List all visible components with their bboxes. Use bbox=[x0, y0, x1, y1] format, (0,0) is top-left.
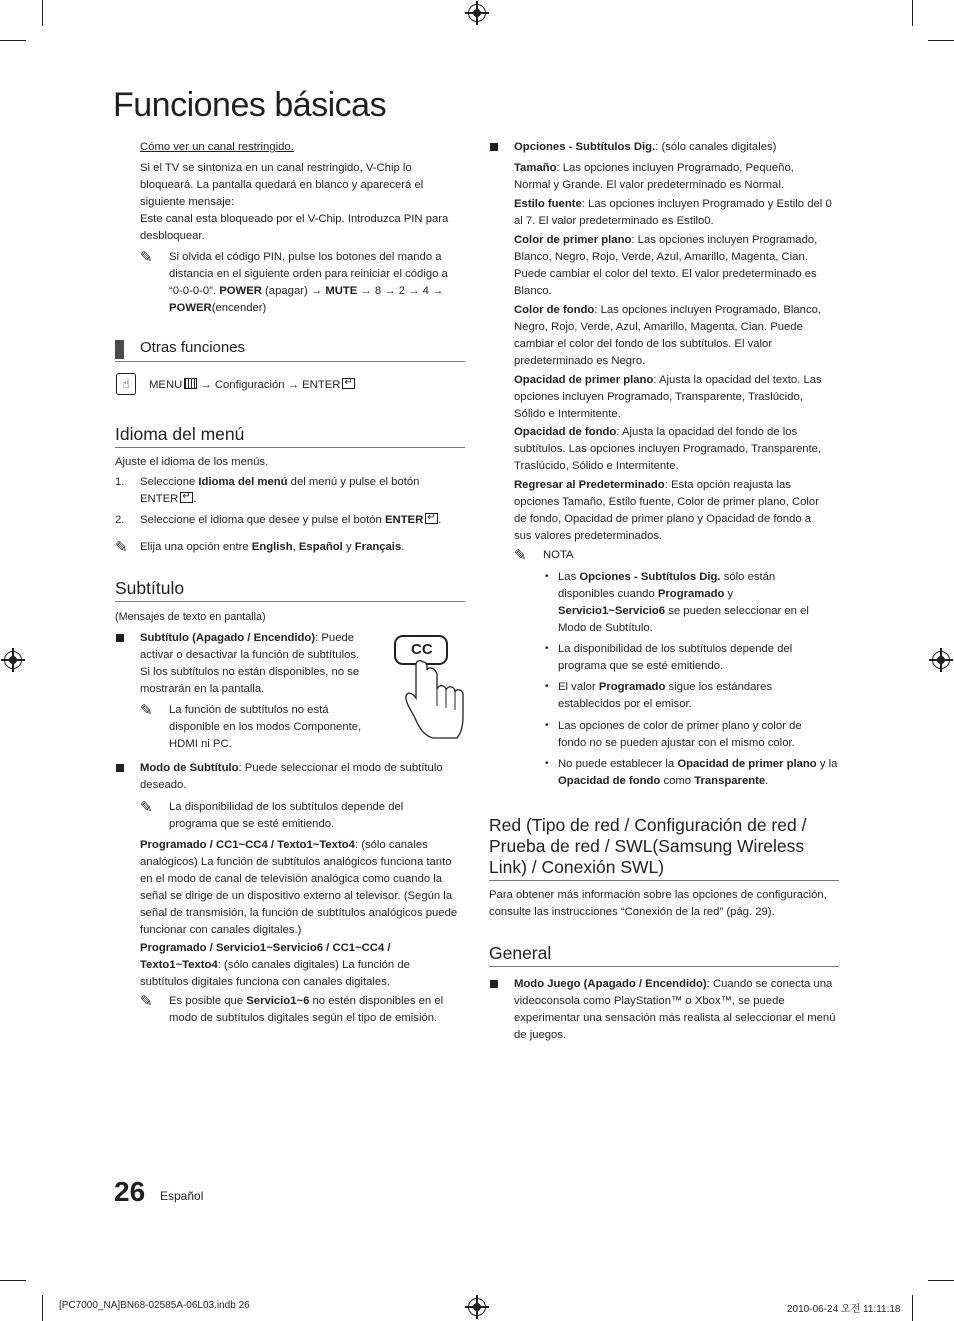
opciones-item-estilo: Estilo fuente: Las opciones incluyen Programado y Estilo del 0 al 7. El valor predeterminado es Estilo0. bbox=[514, 198, 832, 227]
hand-icon bbox=[406, 661, 463, 738]
enter-icon bbox=[425, 513, 438, 524]
bullet-dot: • bbox=[545, 571, 549, 582]
opciones-item-color-fondo: Color de fondo: Las opciones incluyen Programado, Blanco, Negro, Rojo, Verde, Azul, Amarillo, Magenta, Cian. Puede cambiar el color del fondo de los subtítulos. El valor predeterminado es Negro. bbox=[514, 304, 822, 367]
subtitulo-intro: (Mensajes de texto en pantalla) bbox=[115, 611, 266, 623]
bullet-square bbox=[116, 634, 124, 642]
bullet-square bbox=[490, 980, 498, 988]
page-language: Español bbox=[160, 1189, 204, 1203]
bullet-dot: • bbox=[545, 758, 549, 769]
restricted-text-1: Si el TV se sintoniza en un canal restringido, V-Chip lo bloqueará. La pantalla quedará en blanco y aparecerá el siguiente mensaje: bbox=[140, 162, 424, 208]
subtitulo-digital-note: Es posible que Servicio1~6 no estén disponibles en el modo de subtítulos digitales según el tipo de emisión. bbox=[169, 995, 444, 1024]
nota-label: NOTA bbox=[543, 549, 574, 561]
registration-mark-icon bbox=[932, 651, 950, 669]
footer-timestamp: 2010-06-24 오전 11:11:18 bbox=[787, 1304, 901, 1315]
restricted-heading: Cómo ver un canal restringido. bbox=[140, 141, 294, 153]
bullet-dot: • bbox=[545, 643, 549, 654]
idioma-step-2: Seleccione el idioma que desee y pulse el botón ENTER↵ . bbox=[140, 512, 465, 529]
hand-remote-icon: ☝ bbox=[116, 373, 136, 395]
nota-item: La disponibilidad de los subtítulos depende del programa que se esté emitiendo. bbox=[558, 643, 793, 672]
note-pencil-icon: ✎ bbox=[140, 993, 153, 1010]
opciones-item-opacidad-fondo: Opacidad de fondo: Ajusta la opacidad del fondo de los subtítulos. Las opciones incluyen Programado, Transparente, Traslúcido, Sólido e Intermitente. bbox=[514, 426, 822, 472]
crop-mark bbox=[912, 0, 913, 26]
crop-mark bbox=[0, 40, 26, 41]
general-modo-juego: Modo Juego (Apagado / Encendido): Cuando se conecta una videoconsola como PlayStation™ o Xbox™, se puede experimentar una sensación más realista al seleccionar el menú de juegos. bbox=[514, 978, 836, 1041]
bullet-square bbox=[116, 764, 124, 772]
registration-mark-icon bbox=[468, 1298, 486, 1316]
menu-icon bbox=[184, 378, 197, 389]
idioma-intro: Ajuste el idioma de los menús. bbox=[115, 456, 269, 468]
page-number: 26 bbox=[114, 1176, 146, 1207]
idioma-step-1: Seleccione Idioma del menú del menú y pulse el botón ENTER↵ . bbox=[140, 474, 460, 508]
crop-mark bbox=[42, 1295, 43, 1321]
restricted-text-2: Este canal esta bloqueado por el V-Chip. Introduzca PIN para desbloquear. bbox=[140, 213, 449, 242]
note-pencil-icon: ✎ bbox=[514, 547, 527, 564]
opciones-heading: Opciones - Subtítulos Dig.: (sólo canales digitales) bbox=[514, 141, 777, 153]
crop-mark bbox=[42, 0, 43, 26]
enter-icon bbox=[180, 492, 193, 503]
restricted-note: Si olvida el código PIN, pulse los botones del mando a distancia en el siguiente orden para reiniciar el código a “0-0-0-0”. POWER (apagar) → MUTE → 8 → 2 → 4 → POWER(encender) bbox=[169, 251, 448, 314]
note-pencil-icon: ✎ bbox=[140, 702, 153, 719]
bullet-square bbox=[490, 143, 498, 151]
section-divider bbox=[115, 361, 465, 362]
subtitulo-mode-note: La disponibilidad de los subtítulos depende del programa que se esté emitiendo. bbox=[169, 801, 404, 830]
footer-file-info: [PC7000_NA]BN68-02585A-06L03.indb 26 bbox=[59, 1300, 250, 1311]
nota-item: Las opciones de color de primer plano y color de fondo no se pueden ajustar con el mismo color. bbox=[558, 720, 802, 749]
subtitulo-heading: Subtítulo bbox=[115, 578, 465, 602]
enter-icon bbox=[342, 378, 355, 389]
note-pencil-icon: ✎ bbox=[115, 539, 128, 556]
red-heading: Red (Tipo de red / Configuración de red / Prueba de red / SWL(Samsung Wireless Link) / Conexión SWL) bbox=[489, 815, 839, 881]
opciones-item-opacidad-primer-plano: Opacidad de primer plano: Ajusta la opacidad del texto. Las opciones incluyen Programado, Transparente, Traslúcido, Sólido e Intermitente. bbox=[514, 374, 822, 420]
crop-mark bbox=[912, 1295, 913, 1321]
nota-item: Las Opciones - Subtítulos Dig. sólo están disponibles cuando Programado y Servicio1~Servicio6 se pueden seleccionar en el Modo de Subtítulo. bbox=[558, 571, 809, 634]
crop-mark bbox=[928, 1280, 954, 1281]
general-heading: General bbox=[489, 943, 839, 967]
subtitulo-analog-text: Programado / CC1~CC4 / Texto1~Texto4: (sólo canales analógicos) La función de subtítulos analógicos funciona tanto en el modo de canal de televisión analógica como cuando la señal se dirige de un dispositivo externo al televisor. (Según la señal de transmisión, la función de subtítulos analógicos puede funcionar con canales digitales.) bbox=[140, 839, 458, 936]
opciones-item-tamano: Tamaño: Las opciones incluyen Programado, Pequeño, Normal y Grande. El valor predeterminado es Normal. bbox=[514, 162, 794, 191]
bullet-dot: • bbox=[545, 720, 549, 731]
nota-item: El valor Programado sigue los estándares establecidos por el emisor. bbox=[558, 681, 773, 710]
note-pencil-icon: ✎ bbox=[140, 799, 153, 816]
step-number: 1. bbox=[115, 476, 125, 488]
page-title: Funciones básicas bbox=[113, 86, 387, 124]
subtitulo-onoff-note: La función de subtítulos no está disponible en los modos Componente, HDMI ni PC. bbox=[169, 704, 362, 750]
subtitulo-digital-text: Programado / Servicio1~Servicio6 / CC1~CC4 / Texto1~Texto4: (sólo canales digitales) La función de subtítulos digitales funciona con canales digitales. bbox=[140, 942, 410, 988]
registration-mark-icon bbox=[4, 651, 22, 669]
step-number: 2. bbox=[115, 514, 125, 526]
cc-button-label: CC bbox=[411, 641, 433, 658]
crop-mark bbox=[0, 1280, 26, 1281]
subtitulo-mode-text: Modo de Subtítulo: Puede seleccionar el modo de subtítulo deseado. bbox=[140, 762, 443, 791]
idioma-heading: Idioma del menú bbox=[115, 424, 465, 448]
registration-mark-icon bbox=[468, 4, 486, 22]
subtitulo-onoff-text: Subtítulo (Apagado / Encendido): Puede activar o desactivar la función de subtítulos. Si los subtítulos no están disponibles, no se mostrarán en la pantalla. bbox=[140, 632, 360, 695]
red-text: Para obtener más información sobre las opciones de configuración, consulte las instrucciones “Conexión de la red” (pág. 29). bbox=[489, 889, 827, 918]
opciones-item-regresar: Regresar al Predeterminado: Esta opción reajusta las opciones Tamaño, Estilo fuente, Color de primer plano, Color de fondo, Opacidad de primer plano y Opacidad de fondo a sus valores predeterminados. bbox=[514, 479, 819, 542]
note-pencil-icon: ✎ bbox=[140, 249, 153, 266]
restricted-section bbox=[140, 139, 465, 245]
otras-funciones-heading: Otras funciones bbox=[140, 339, 246, 356]
nota-item: No puede establecer la Opacidad de primer plano y la Opacidad de fondo como Transparente. bbox=[558, 758, 838, 787]
opciones-item-color-primer-plano: Color de primer plano: Las opciones incluyen Programado, Blanco, Negro, Rojo, Verde, Azul, Amarillo, Magenta, Cian. Puede cambiar el color del texto. El valor predeterminado es Blanco. bbox=[514, 234, 818, 297]
menu-path: MENU → Configuración → ENTER↵ bbox=[149, 377, 355, 394]
bullet-dot: • bbox=[545, 681, 549, 692]
crop-mark bbox=[928, 40, 954, 41]
section-marker bbox=[115, 340, 124, 359]
idioma-note: Elija una opción entre English, Español y Français. bbox=[140, 541, 405, 553]
